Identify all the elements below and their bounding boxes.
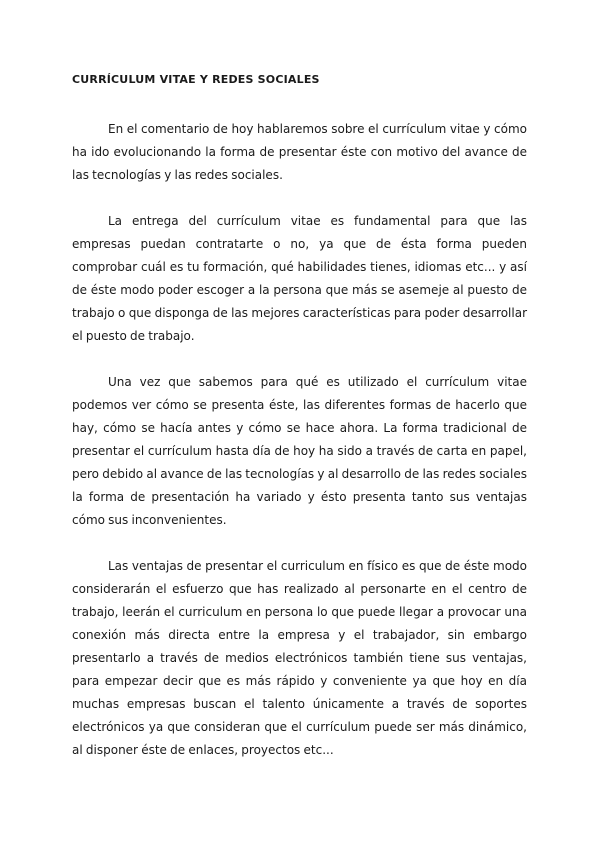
paragraph-3: Una vez que sabemos para qué es utilizado el currículum vitae podemos ver cómo se presenta éste, las diferentes formas de hacerlo que hay, cómo se hacía antes y cómo se hace ahora. La forma tradicional de presentar el currículum hasta día de hoy ha sido a través de carta en papel, pero debido al avance de las tecnologías y al desarrollo de las redes sociales la forma de presentación ha variado y ésto presenta tanto sus ventajas cómo sus inconvenientes. bbox=[72, 375, 527, 527]
paragraph-1: En el comentario de hoy hablaremos sobre el currículum vitae y cómo ha ido evolucionando la forma de presentar éste con motivo del avance de las tecnologías y las redes sociales. bbox=[72, 122, 527, 182]
paragraph-2: La entrega del currículum vitae es fundamental para que las empresas puedan contratarte o no, ya que de ésta forma pueden comprobar cuál es tu formación, qué habilidades tienes, idiomas etc... y así de éste modo poder escoger a la persona que más se asemeje al puesto de trabajo o que disponga de las mejores características para poder desarrollar el puesto de trabajo. bbox=[72, 214, 527, 343]
document-title: CURRÍCULUM VITAE Y REDES SOCIALES bbox=[72, 73, 320, 86]
paragraph-4: Las ventajas de presentar el curriculum en físico es que de éste modo considerarán el esfuerzo que has realizado al personarte en el centro de trabajo, leerán el curriculum en persona lo que puede llegar a provocar una conexión más directa entre la empresa y el trabajador, sin embargo presentarlo a través de medios electrónicos también tiene sus ventajas, para empezar decir que es más rápido y conveniente ya que hoy en día muchas empresas buscan el talento únicamente a través de soportes electrónicos ya que consideran que el currículum puede ser más dinámico, al disponer éste de enlaces, proyectos etc... bbox=[72, 559, 527, 757]
document-page bbox=[72, 72, 527, 785]
